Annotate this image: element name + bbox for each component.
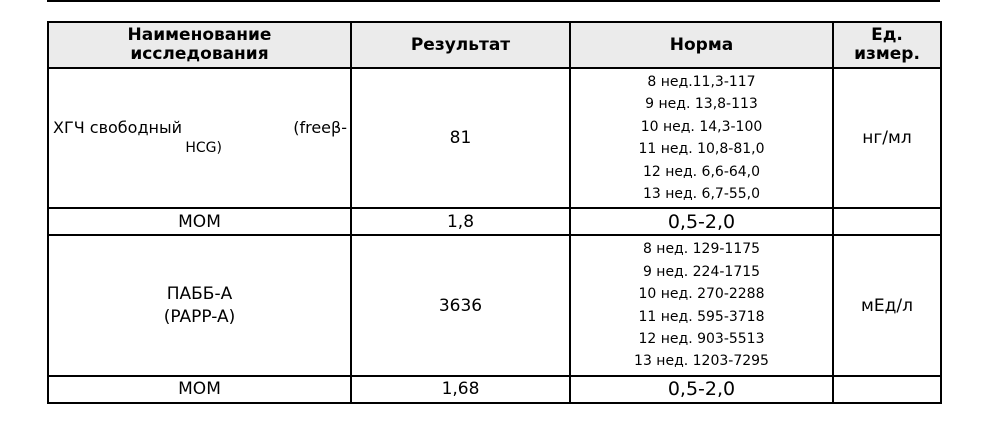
pappa-unit: мЕд/л [833, 235, 941, 375]
table-row-pappa [48, 235, 941, 375]
hcg-name-part3: HCG) [185, 140, 222, 157]
hcg-norm-week-11: 11 нед. 10,8-81,0 [638, 141, 765, 158]
header-unit [833, 22, 941, 68]
lab-results-table [47, 21, 942, 404]
pappa-result: 3636 [351, 235, 570, 375]
header-norm: Норма [570, 22, 833, 68]
header-name [48, 22, 351, 68]
hcg-result: 81 [351, 68, 570, 208]
table-row-mom-hcg [48, 208, 941, 235]
pappa-norm-list [570, 235, 833, 375]
pappa-name-line2: (PAPP-A) [163, 306, 236, 327]
mom-hcg-norm: 0,5-2,0 [570, 208, 833, 235]
hcg-name-part2: (freeβ- [293, 118, 347, 138]
hcg-name-cell [48, 68, 351, 208]
pappa-name-cell [48, 235, 351, 375]
pappa-norm-week-12: 12 нед. 903-5513 [638, 331, 765, 348]
hcg-norm-week-8: 8 нед.11,3-117 [647, 74, 756, 90]
hcg-unit: нг/мл [833, 68, 941, 208]
header-result: Результат [351, 22, 570, 68]
header-name-line2: исследования [130, 44, 269, 64]
mom-pappa-name: МОМ [48, 376, 351, 403]
table-row-hcg [48, 68, 941, 208]
hcg-name-part1: ХГЧ свободный [53, 118, 182, 138]
mom-hcg-result: 1,8 [351, 208, 570, 235]
header-unit-line2: измер. [854, 44, 920, 64]
mom-pappa-norm: 0,5-2,0 [570, 376, 833, 403]
pappa-norm-week-10: 10 нед. 270-2288 [638, 286, 765, 303]
table-row-mom-pappa [48, 376, 941, 403]
pappa-name-line1: ПАББ-А [166, 283, 233, 304]
mom-hcg-name: МОМ [48, 208, 351, 235]
pappa-norm-week-8: 8 нед. 129-1175 [642, 241, 761, 258]
hcg-norm-list [570, 68, 833, 208]
top-rule [47, 0, 940, 2]
mom-pappa-unit [833, 376, 941, 403]
hcg-norm-week-13: 13 нед. 6,7-55,0 [642, 186, 761, 203]
mom-pappa-result: 1,68 [351, 376, 570, 403]
pappa-norm-week-13: 13 нед. 1203-7295 [634, 353, 769, 370]
hcg-norm-week-9: 9 нед. 13,8-113 [645, 96, 758, 113]
pappa-norm-week-9: 9 нед. 224-1715 [642, 263, 761, 280]
header-unit-line1: Ед. [871, 25, 903, 45]
mom-hcg-unit [833, 208, 941, 235]
pappa-norm-week-11: 11 нед. 595-3718 [638, 308, 765, 325]
hcg-norm-week-10: 10 нед. 14,3-100 [640, 118, 763, 135]
hcg-norm-week-12: 12 нед. 6,6-64,0 [642, 163, 761, 180]
header-name-line1: Наименование [127, 25, 272, 45]
header-row [48, 22, 941, 68]
